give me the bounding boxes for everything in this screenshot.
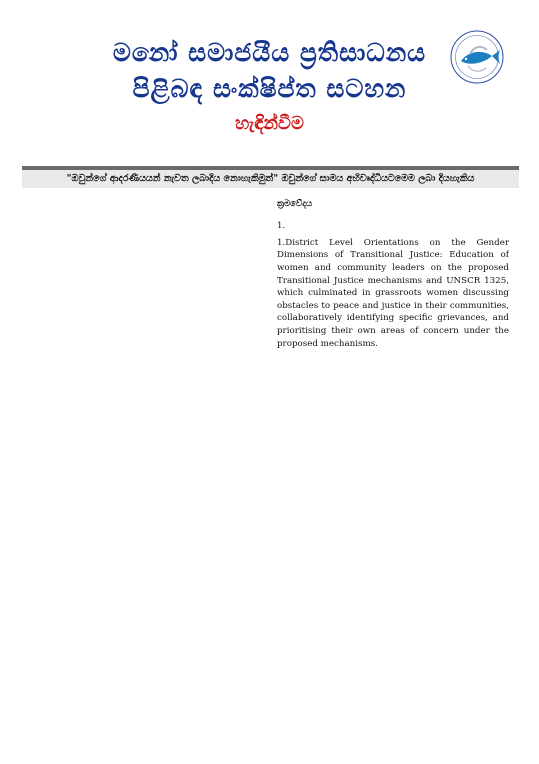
note-item-2-en-text: 1.District Level Orientations on the Gender Dimensions of Transitional Justice: Education of women and community leaders on the proposed Transitional Justice mechanisms and UNSCR 1325, which culminated in grassroots women discussing obstacles to peace and justice in their communities, collaboratively identifying specific grievances, and prioritising their own areas of concern under the proposed mechanisms.: [277, 237, 509, 349]
quote-band-text: "ඔවුන්ගේ ආදරණීයයන් නැවත ලබාදිය නොහැකිමුත්" ඔවුන්ගේ සාමය අභිවෘද්ධියටමෙම ලබා දියහැකිය: [66, 173, 475, 184]
right-column: [277, 196, 509, 756]
left-column: [28, 196, 258, 756]
note-item-1-number: 1.: [277, 221, 286, 232]
note-item-1: [277, 220, 509, 233]
method-heading: ක්‍රමවේදය: [277, 199, 313, 209]
title-line-3: හැඳින්වීම: [235, 113, 304, 134]
title-line-2: පිළිබඳ සංක්ෂිප්ත සටහන: [132, 74, 407, 103]
header: [0, 0, 539, 150]
fish-emblem-icon: [448, 28, 506, 86]
note-item-2: [277, 237, 509, 350]
title-line-1: මනෝ සමාජයීය ප්‍රතිසාධනය: [112, 38, 427, 67]
quote-band: [22, 166, 519, 188]
